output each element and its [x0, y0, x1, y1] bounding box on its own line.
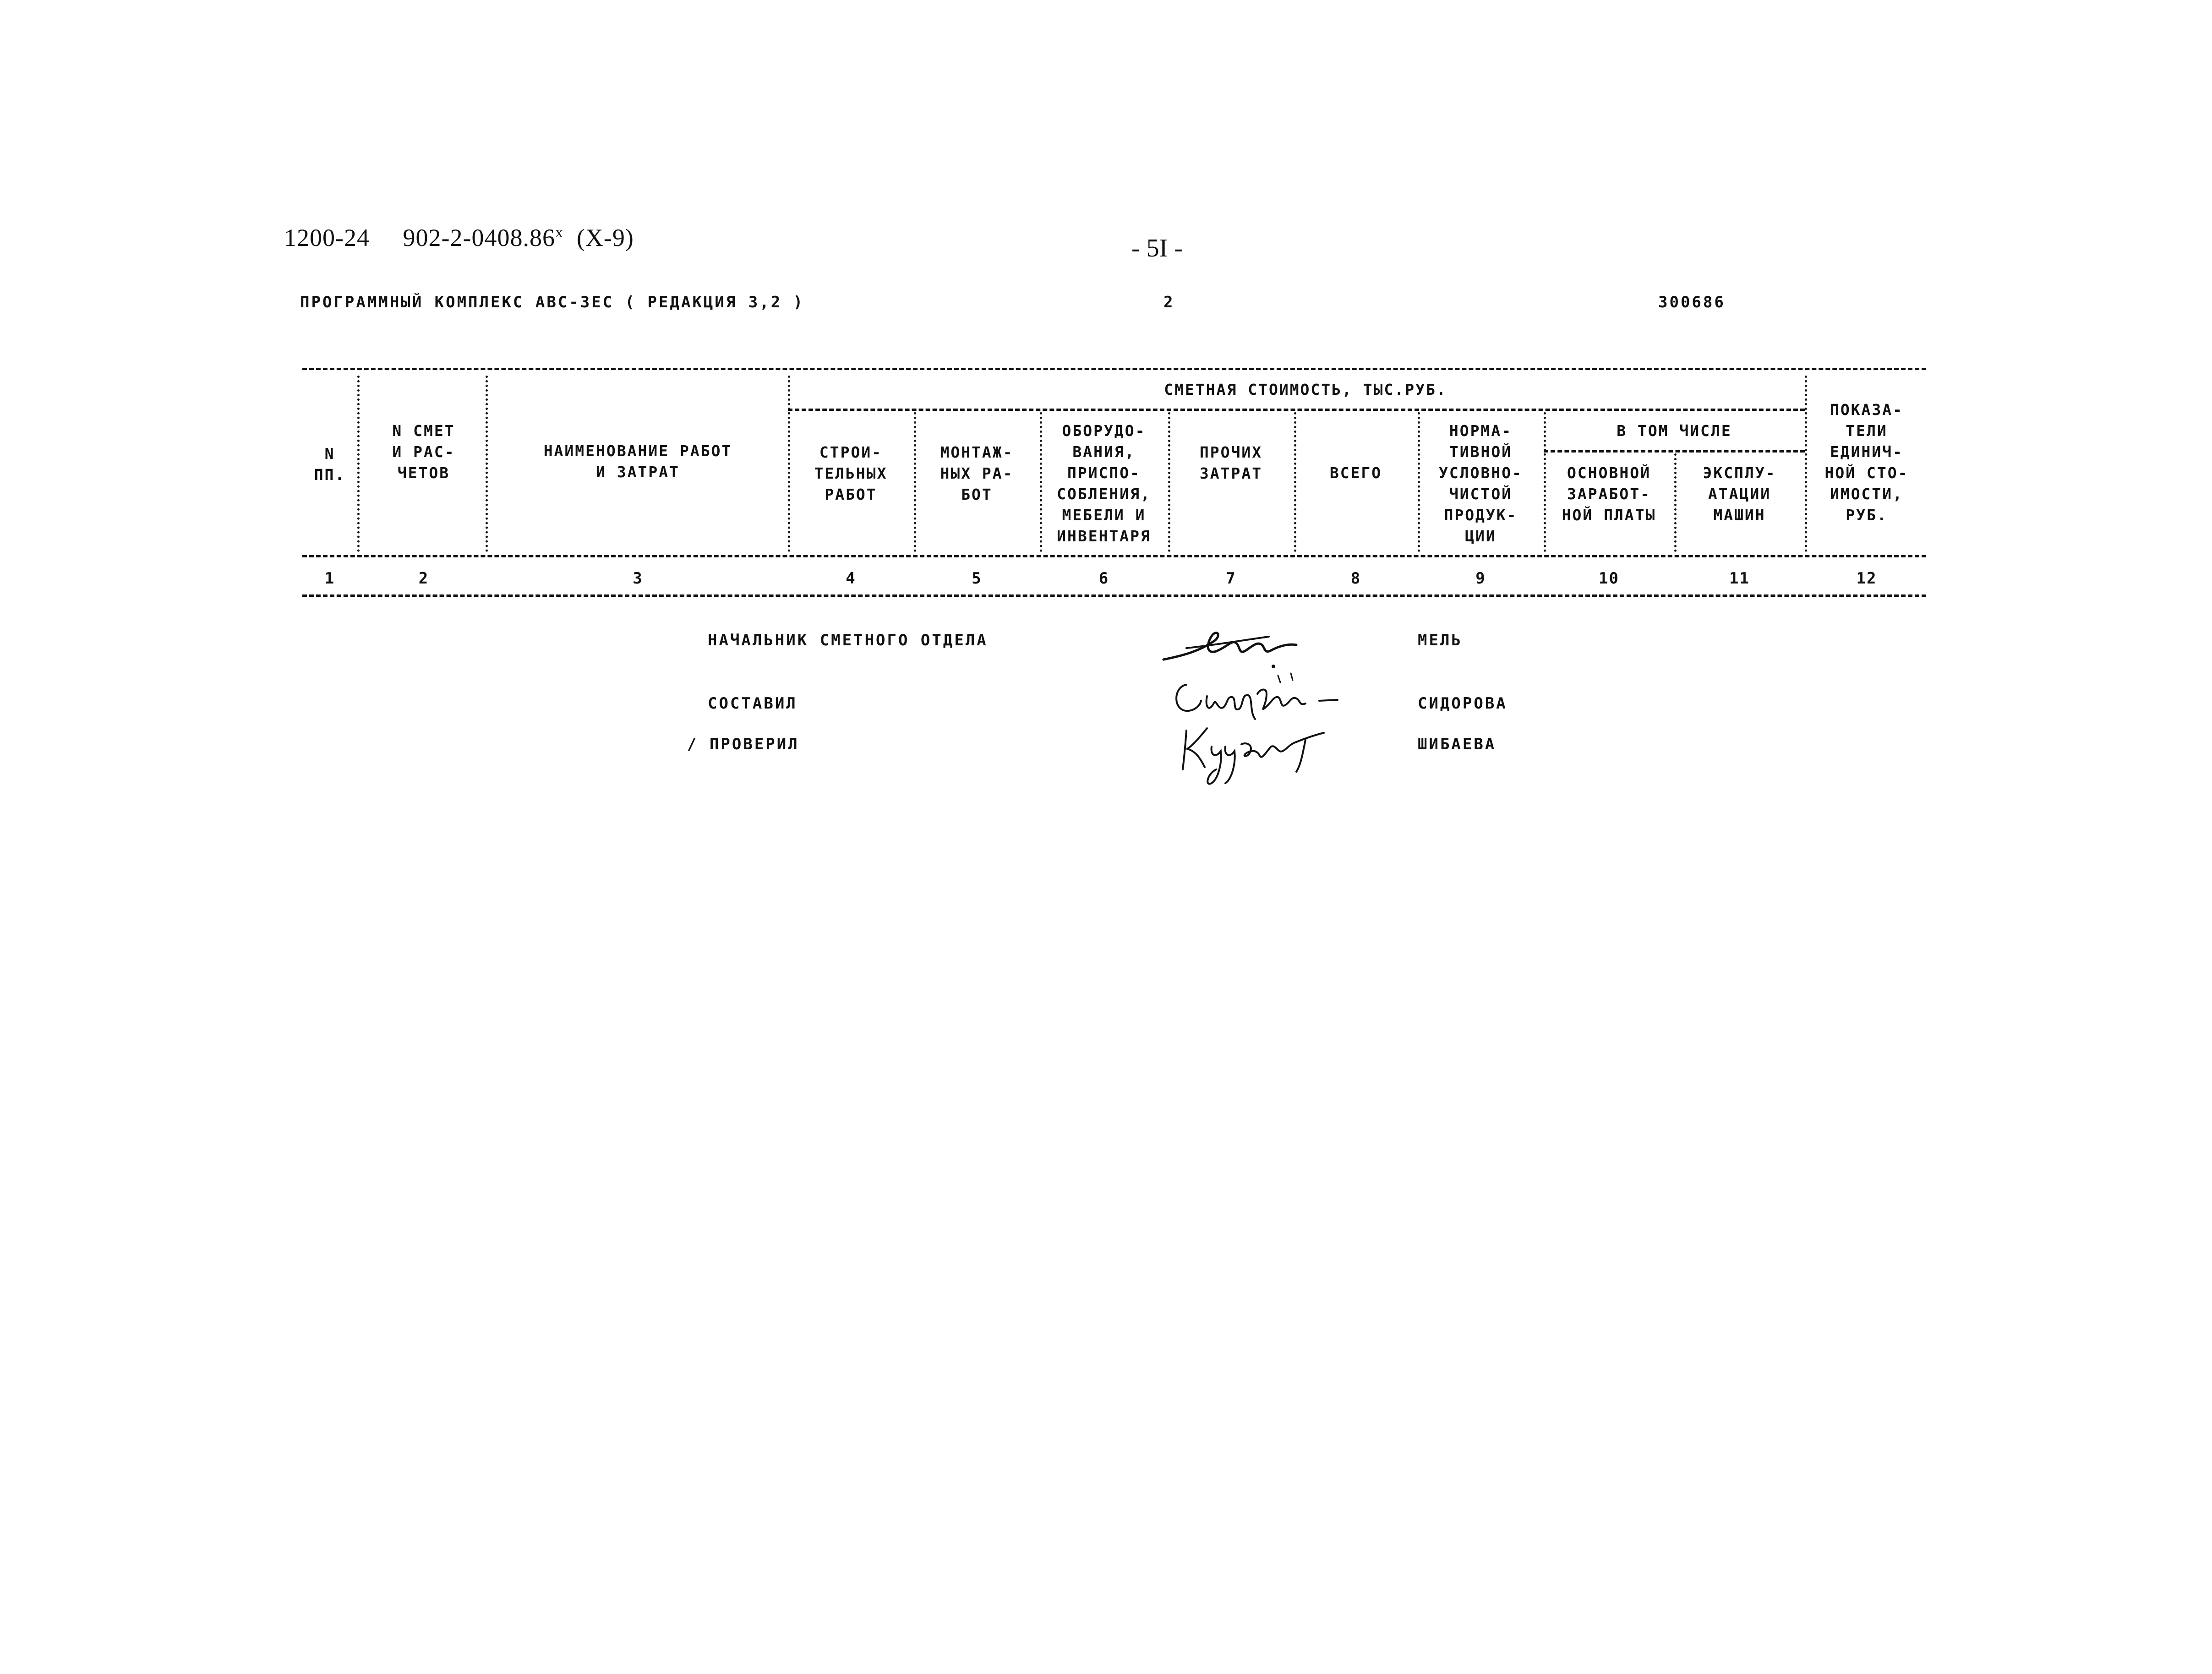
col-header-4: СТРОИ- ТЕЛЬНЫХ РАБОТ	[814, 443, 888, 503]
document-code-main: 902-2-0408.86	[403, 224, 555, 251]
subgroup-rule	[1544, 450, 1805, 453]
document-code	[284, 224, 634, 252]
col-number-3: 3	[633, 569, 643, 588]
table-bottom-rule	[302, 594, 1926, 597]
handwritten-signature-checked	[1173, 719, 1347, 788]
signature-name-compiled: СИДОРОВА	[1418, 694, 1507, 713]
table-header-bottom-rule	[302, 555, 1926, 557]
col-header-7: ПРОЧИХ ЗАТРАТ	[1199, 443, 1263, 482]
signature-name-head: МЕЛЬ	[1418, 631, 1463, 649]
program-complex-label: ПРОГРАММНЫЙ КОМПЛЕКС АВС-ЗЕС ( РЕДАКЦИЯ 3,2 )	[300, 293, 805, 311]
col-sep	[486, 376, 488, 552]
col-header-12: ПОКАЗА- ТЕЛИ ЕДИНИЧ- НОЙ СТО- ИМОСТИ, РУБ.	[1824, 401, 1909, 524]
signature-label-compiled: СОСТАВИЛ	[708, 694, 797, 713]
col-header-2: N СМЕТ И РАС- ЧЕТОВ	[392, 422, 455, 482]
document-id: 300686	[1658, 293, 1726, 311]
col-number-11: 11	[1729, 569, 1750, 588]
col-header-10: ОСНОВНОЙ ЗАРАБОТ- НОЙ ПЛАТЫ	[1562, 464, 1656, 524]
col-number-1: 1	[324, 569, 335, 588]
col-number-5: 5	[972, 569, 982, 588]
col-number-8: 8	[1350, 569, 1361, 588]
page-number: - 5I -	[1131, 234, 1183, 262]
document-code-suffix: (X-9)	[576, 224, 634, 251]
sheet-number: 2	[1163, 293, 1175, 311]
col-sep	[357, 376, 360, 552]
col-header-6: ОБОРУДО- ВАНИЯ, ПРИСПО- СОБЛЕНИЯ, МЕБЕЛИ И ИНВЕНТАРЯ	[1057, 422, 1151, 545]
cost-group-header: СМЕТНАЯ СТОИМОСТЬ, ТЫС.РУБ.	[1164, 381, 1447, 398]
handwritten-signature-head	[1159, 623, 1324, 673]
document-code-prefix: 1200-24	[284, 224, 370, 251]
col-header-5: МОНТАЖ- НЫХ РА- БОТ	[940, 443, 1014, 503]
col-header-11: ЭКСПЛУ- АТАЦИИ МАШИН	[1703, 464, 1776, 524]
table-top-rule	[302, 368, 1926, 370]
col-number-10: 10	[1599, 569, 1619, 588]
col-number-7: 7	[1226, 569, 1236, 588]
col-number-9: 9	[1475, 569, 1486, 588]
subgroup-header: В ТОМ ЧИСЛЕ	[1617, 422, 1732, 440]
col-header-3: НАИМЕНОВАНИЕ РАБОТ И ЗАТРАТ	[543, 442, 732, 481]
signature-name-checked: ШИБАЕВА	[1418, 735, 1497, 753]
handwritten-signature-compiled	[1168, 669, 1360, 724]
col-number-6: 6	[1098, 569, 1109, 588]
signature-label-head: НАЧАЛЬНИК СМЕТНОГО ОТДЕЛА	[708, 631, 988, 649]
col-header-8: ВСЕГО	[1329, 464, 1382, 482]
col-header-1: N ПП.	[314, 445, 346, 484]
signature-label-checked: / ПРОВЕРИЛ	[687, 735, 799, 753]
document-code-superscript: x	[555, 224, 563, 241]
col-number-12: 12	[1856, 569, 1877, 588]
cost-group-rule	[788, 409, 1805, 411]
col-header-9: НОРМА- ТИВНОЙ УСЛОВНО- ЧИСТОЙ ПРОДУК- ЦИИ	[1439, 422, 1523, 545]
col-number-4: 4	[846, 569, 856, 588]
col-number-2: 2	[418, 569, 429, 588]
